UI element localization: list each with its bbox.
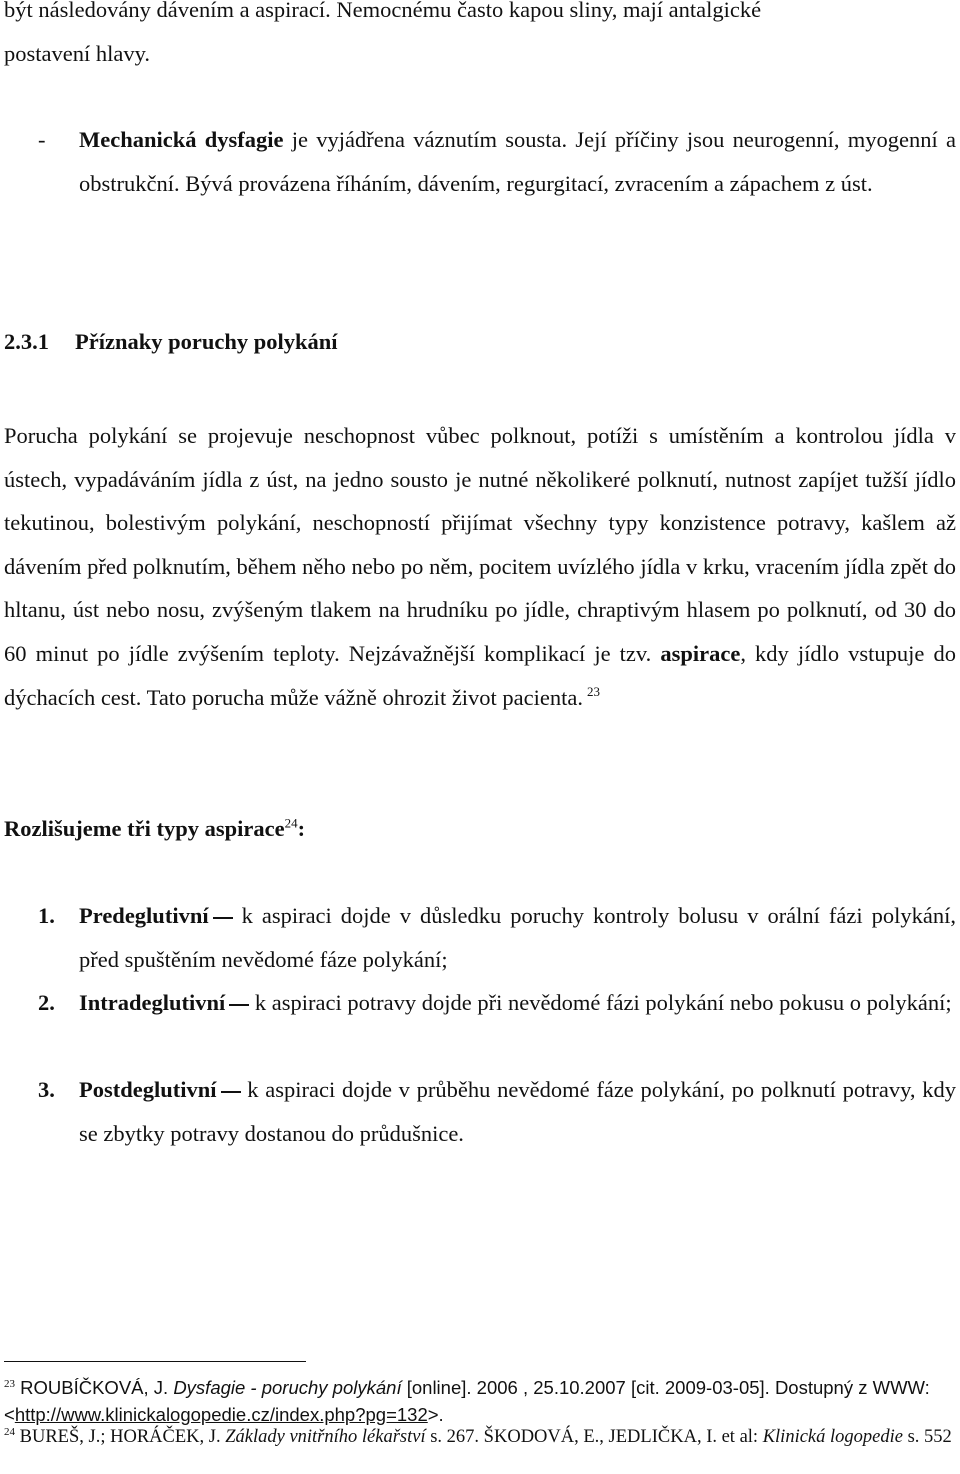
footnote-24-title: Základy vnitřního lékařství [225,1427,426,1447]
footnote-ref-24[interactable]: 24 [284,815,298,831]
types-heading-text: Rozlišujeme tři typy aspirace [4,816,285,841]
footnote-24-number: 24 [4,1425,15,1438]
list-item-term-3: Postdeglutivní [79,1077,217,1102]
mechanical-text [79,118,956,205]
list-item-text-1: k aspiraci dojde v důsledku poruchy kontroly bolusu v orální fázi polykání, před spuštěním nevědomé fáze polykání; [79,903,956,972]
em-dash [213,917,233,919]
footnote-23-author: ROUBÍČKOVÁ, J. [15,1377,174,1398]
list-item-term-2: Intradeglutivní [79,990,226,1015]
em-dash [221,1091,241,1093]
footnote-23-link[interactable]: http://www.klinickalogopedie.cz/index.php?pg=132 [14,1404,428,1425]
footnote-23-title: Dysfagie - poruchy polykání [173,1377,402,1398]
bullet-dash: - [38,127,46,152]
list-item-text-2: k aspiraci potravy dojde při nevědomé fázi polykání nebo pokusu o polykání; [249,990,952,1015]
footnote-24-author: BUREŠ, J.; HORÁČEK, J. [15,1427,226,1447]
body-bold-term: aspirace [660,640,741,666]
types-heading [4,807,305,851]
list-number-1: 1. [38,903,55,928]
list-item-term-1: Predeglutivní [79,903,209,928]
list-number-3: 3. [38,1077,55,1102]
list-item-text-3: k aspiraci dojde v průběhu nevědomé fáze polykání, po polknutí potravy, kdy se zbytky potravy dostanou do průdušnice. [79,1077,956,1146]
section-title: Příznaky poruchy polykání [75,329,338,354]
mechanical-desc: je vyjádřena váznutím sousta. Její příčiny jsou neurogenní, myogenní a obstrukční. Bývá provázena říháním, dávením, regurgitací, zvracením a zápachem z úst. [79,127,956,196]
list-item-3 [79,1068,956,1155]
footnote-23-lt: < [4,1404,15,1425]
footnote-separator [4,1361,306,1362]
body-paragraph [4,414,956,719]
mechanical-term: Mechanická dysfagie [79,127,284,152]
top-line-1: být následovány dávením a aspirací. Nemocnému často kapou sliny, mají antalgické [4,0,762,22]
list-item-1 [79,894,956,981]
footnote-ref-23[interactable]: 23 [587,684,601,700]
footnote-24-mid: s. 267. ŠKODOVÁ, E., JEDLIČKA, I. et al: [425,1427,763,1447]
footnote-23-rest: [online]. 2006 , 25.10.2007 [cit. 2009-03-05]. Dostupný z WWW: [401,1377,930,1398]
top-paragraph [4,0,956,75]
body-text-1: Porucha polykání se projevuje neschopnost vůbec polknout, potíži s umístěním a kontrolou jídla v ústech, vypadáváním jídla z úst, na jedno sousto je nutné několikeré polknutí, nutnost zapíjet tužší jídlo tekutinou, bolestivým polykání, neschopností přijímat všechny typy konzistence potravy, kašlem až dávením před polknutím, během něho nebo po něm, pocitem uvízlého jídla v krku, vracením jídla zpět do hltanu, úst nebo nosu, zvýšeným tlakem na hrudníku po jídle, chraptivým hlasem po polknutí, od 30 do 60 minut po jídle zvýšením teploty. Nejzávažnější komplikací je tzv. [4,423,956,666]
em-dash [229,1004,249,1006]
list-item-2 [79,981,956,1025]
footnote-24-title2: Klinická logopedie [762,1427,903,1447]
top-line-2: postavení hlavy. [4,40,151,66]
footnote-23-gt: >. [427,1404,444,1425]
section-heading [4,320,338,364]
footnote-24-end: s. 552 [902,1427,952,1447]
footnote-24 [4,1424,956,1450]
footnote-23 [4,1375,956,1429]
types-heading-colon: : [297,816,306,841]
mechanical-bullet-item [0,118,960,258]
section-number: 2.3.1 [4,329,49,354]
footnote-23-number: 23 [4,1377,15,1390]
body-text-2: , kdy jídlo vstupuje do dýchacích cest. Tato porucha může vážně ohrozit život pacienta. [4,640,956,710]
list-number-2: 2. [38,990,55,1015]
